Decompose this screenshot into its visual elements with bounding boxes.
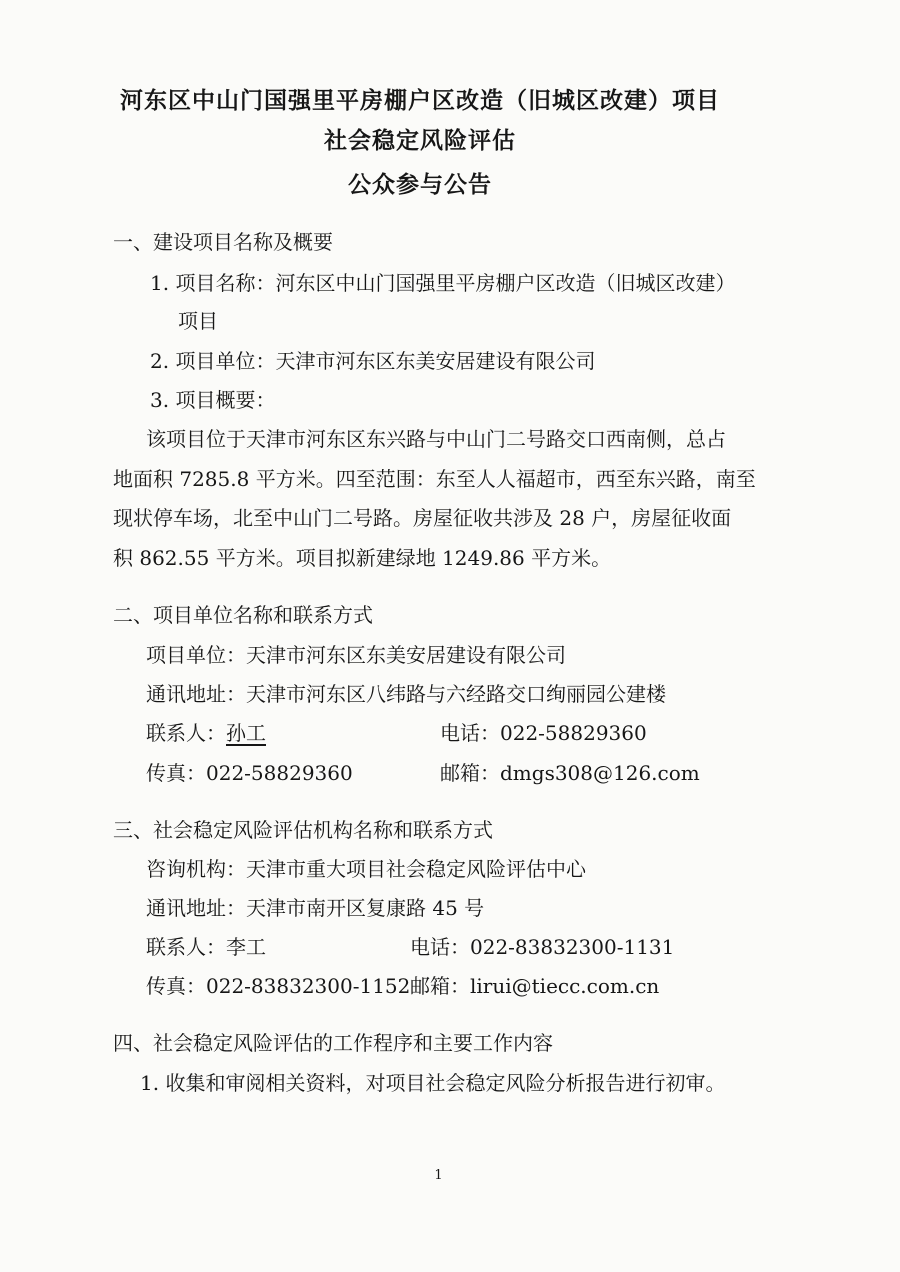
section3-fax: 传真：022-83832300-1152: [146, 974, 411, 998]
section2-contact-label: 联系人：: [146, 721, 226, 745]
section2-email: 邮箱：dmgs308@126.com: [440, 761, 700, 785]
section1-heading: 一、建设项目名称及概要: [113, 230, 333, 254]
section3-agency: 咨询机构：天津市重大项目社会稳定风险评估中心: [146, 857, 586, 881]
section4-item1: 1. 收集和审阅相关资料，对项目社会稳定风险分析报告进行初审。: [140, 1071, 726, 1095]
section2-phone: 电话：022-58829360: [440, 721, 647, 745]
section2-fax: 传真：022-58829360: [146, 761, 353, 785]
section1-item3: 3. 项目概要：: [150, 388, 276, 412]
title-line-3: 公众参与公告: [348, 171, 492, 198]
section3-address: 通讯地址：天津市南开区复康路 45 号: [146, 896, 485, 920]
page-number: 1: [434, 1168, 443, 1183]
section2-contact-name: 孙工: [226, 721, 266, 745]
section3-contact: 联系人：李工: [146, 935, 266, 959]
section1-para-line4: 积 862.55 平方米。项目拟新建绿地 1249.86 平方米。: [113, 546, 612, 570]
section1-para-line2: 地面积 7285.8 平方米。四至范围：东至人人福超市，西至东兴路，南至: [113, 467, 756, 491]
section2-contact: [146, 720, 266, 746]
section2-unit: 项目单位：天津市河东区东美安居建设有限公司: [146, 643, 566, 667]
title-line-2: 社会稳定风险评估: [324, 127, 516, 154]
section2-address: 通讯地址：天津市河东区八纬路与六经路交口绚丽园公建楼: [146, 682, 666, 706]
section4-heading: 四、社会稳定风险评估的工作程序和主要工作内容: [113, 1031, 553, 1055]
section1-item2: 2. 项目单位：天津市河东区东美安居建设有限公司: [150, 349, 596, 373]
section1-item1-line1: 1. 项目名称：河东区中山门国强里平房棚户区改造（旧城区改建）: [150, 271, 736, 295]
section3-email: 邮箱：lirui@tiecc.com.cn: [410, 974, 660, 998]
section3-heading: 三、社会稳定风险评估机构名称和联系方式: [113, 818, 493, 842]
title-line-1: 河东区中山门国强里平房棚户区改造（旧城区改建）项目: [120, 87, 720, 114]
section2-heading: 二、项目单位名称和联系方式: [113, 603, 373, 627]
section1-para-line3: 现状停车场，北至中山门二号路。房屋征收共涉及 28 户，房屋征收面: [113, 506, 732, 530]
section3-phone: 电话：022-83832300-1131: [410, 935, 675, 959]
section1-item1-line2: 项目: [178, 309, 218, 333]
section1-para-line1: 该项目位于天津市河东区东兴路与中山门二号路交口西南侧，总占: [146, 427, 726, 451]
